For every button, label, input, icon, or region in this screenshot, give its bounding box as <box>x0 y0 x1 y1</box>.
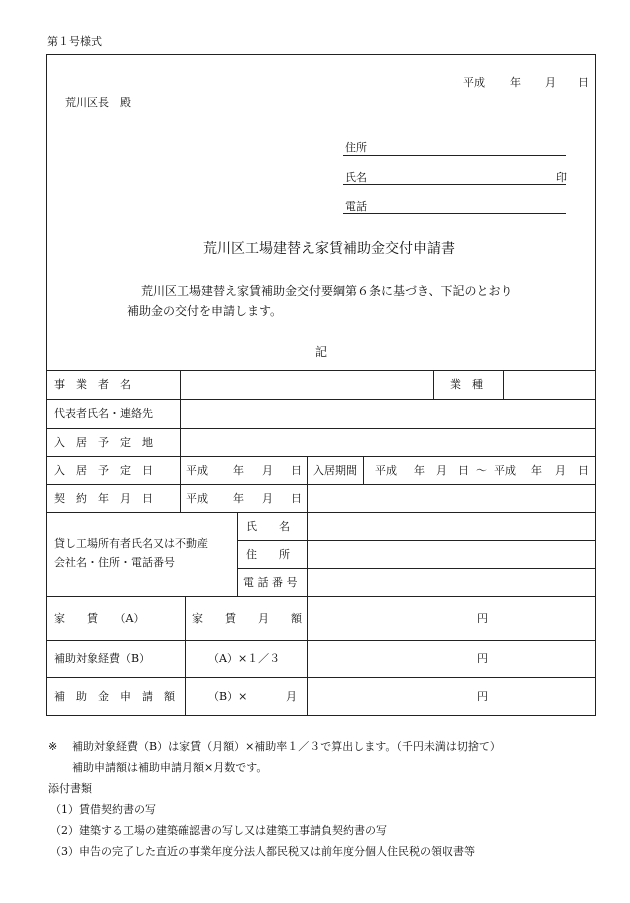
contract-date-month: 月 <box>262 491 273 505</box>
period-end-month: 月 <box>555 463 566 477</box>
move-in-date-year: 年 <box>233 463 244 477</box>
owner-address-label: 住 所 <box>246 547 290 561</box>
owner-label-line-1: 貸し工場所有者氏名又は不動産 <box>54 536 208 550</box>
attachment-item: （3）申告の完了した直近の事業年度分法人都民税又は前年度分個人住民税の領収書等 <box>50 845 475 858</box>
owner-phone-label: 電 話 番 号 <box>243 575 298 589</box>
name-underline <box>343 184 566 185</box>
eligible-cost-label: 補助対象経費（B） <box>54 652 151 665</box>
contract-date-blank[interactable] <box>308 485 596 512</box>
addressee: 荒川区長 殿 <box>65 96 131 109</box>
ki-mark: 記 <box>315 345 328 359</box>
column-line <box>185 596 186 716</box>
column-line <box>237 512 238 596</box>
phone-underline <box>343 213 566 214</box>
owner-label-line-2: 会社名・住所・電話番号 <box>54 555 175 569</box>
move-in-place-field[interactable] <box>180 429 596 456</box>
owner-address-field[interactable] <box>308 541 596 568</box>
business-name-field[interactable] <box>180 371 433 399</box>
move-in-date-label: 入 居 予 定 日 <box>54 463 153 477</box>
contract-date-day: 日 <box>291 491 302 505</box>
contract-date-year: 年 <box>233 491 244 505</box>
attachment-item: （2）建築する工場の建築確認書の写し又は建築工事請負契約書の写 <box>50 824 387 837</box>
period-start-era: 平成 <box>375 463 397 477</box>
formula-a: （A）×１／３ <box>208 652 281 665</box>
eligible-cost-yen: 円 <box>477 652 488 665</box>
owner-name-label: 氏 名 <box>246 519 290 533</box>
move-in-date-month: 月 <box>262 463 273 477</box>
attachments-heading: 添付書類 <box>48 782 92 795</box>
formula-b: （B）× <box>208 690 248 703</box>
phone-label: 電話 <box>345 200 367 213</box>
date-year: 年 <box>510 76 521 89</box>
period-end-day: 日 <box>578 463 589 477</box>
column-line <box>307 596 308 716</box>
intro-line-1: 荒川区工場建替え家賃補助金交付要綱第６条に基づき、下記のとおり <box>141 284 513 298</box>
application-amount-yen: 円 <box>477 690 488 703</box>
owner-name-field[interactable] <box>308 513 596 540</box>
industry-field[interactable] <box>503 371 596 399</box>
business-name-label: 事 業 者 名 <box>54 378 131 391</box>
document-title: 荒川区工場建替え家賃補助金交付申請書 <box>203 241 455 257</box>
rent-monthly-label: 家 賃 月 額 <box>192 611 302 625</box>
seal-mark: 印 <box>556 171 567 184</box>
address-underline <box>343 155 566 156</box>
representative-label: 代表者氏名・連絡先 <box>54 407 153 420</box>
application-amount-label: 補 助 金 申 請 額 <box>54 690 175 703</box>
rent-yen: 円 <box>477 611 488 625</box>
address-label: 住所 <box>345 141 367 154</box>
attachment-item: （1）賃借契約書の写 <box>50 803 156 816</box>
move-in-date-day: 日 <box>291 463 302 477</box>
column-line <box>433 370 434 399</box>
column-line <box>363 456 364 484</box>
date-day: 日 <box>578 76 589 89</box>
intro-line-2: 補助金の交付を申請します。 <box>127 304 283 318</box>
note-line-1: 補助対象経費（B）は家賃（月額）×補助率１／３で算出します。（千円未満は切捨て） <box>72 740 501 753</box>
note-line-2: 補助申請額は補助申請月額×月数です。 <box>72 761 268 774</box>
date-month: 月 <box>545 76 556 89</box>
form-number: 第１号様式 <box>47 35 102 48</box>
period-start-year: 年 <box>414 463 425 477</box>
move-in-date-era: 平成 <box>186 463 208 477</box>
move-in-place-label: 入 居 予 定 地 <box>54 435 153 449</box>
date-era: 平成 <box>463 76 485 89</box>
period-tilde: 〜 <box>476 463 487 477</box>
owner-phone-field[interactable] <box>308 569 596 596</box>
industry-label: 業 種 <box>450 378 483 391</box>
month-unit: 月 <box>286 690 297 703</box>
period-end-year: 年 <box>531 463 542 477</box>
contract-date-era: 平成 <box>186 491 208 505</box>
period-start-month: 月 <box>436 463 447 477</box>
rent-label: 家 賃 （A） <box>54 611 145 625</box>
period-end-era: 平成 <box>494 463 516 477</box>
name-label: 氏名 <box>345 171 367 184</box>
note-mark: ※ <box>48 740 58 753</box>
representative-field[interactable] <box>180 400 596 428</box>
move-in-period-label: 入居期間 <box>313 463 357 477</box>
contract-date-label: 契 約 年 月 日 <box>54 491 153 505</box>
period-start-day: 日 <box>458 463 469 477</box>
